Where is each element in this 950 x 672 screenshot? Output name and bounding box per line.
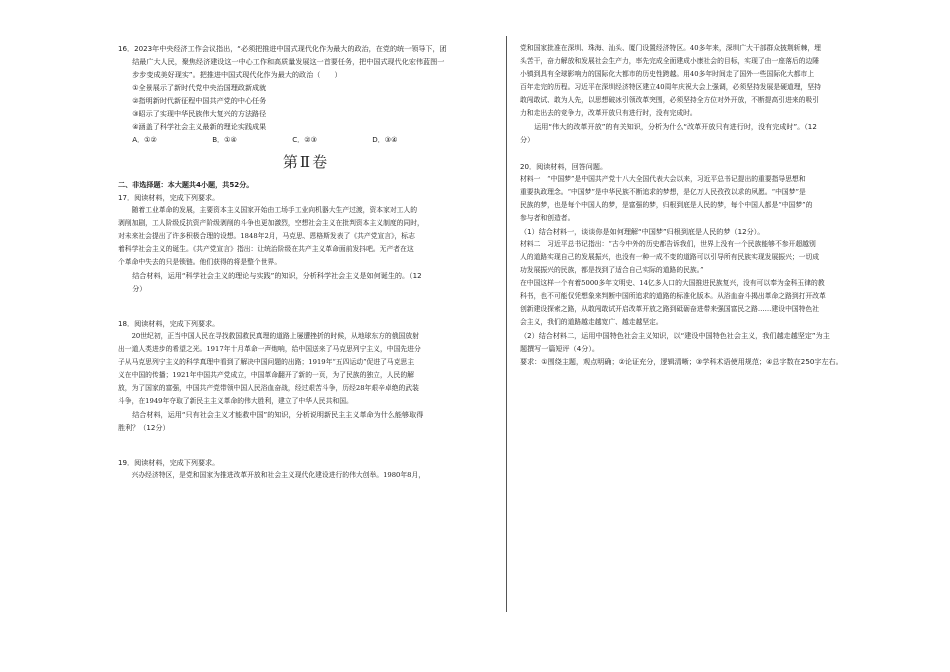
right-column	[520, 42, 910, 368]
option-a: A．①②	[132, 135, 157, 144]
option-d: D．③④	[372, 135, 398, 144]
question-19-continued	[520, 42, 910, 146]
left-column	[118, 42, 494, 482]
q16-stem-line: 步步变成美好现实”。把推进中国式现代化作为最大的政治（ ）	[132, 70, 342, 79]
q18-question: 结合材料，运用“只有社会主义才能救中国”的知识，分析说明新民主主义革命为什么能够取得	[132, 410, 424, 419]
option-c: C．②③	[292, 135, 317, 144]
q20-material2-line: 在中国这样一个有着5000多年文明史、14亿多人口的大国推进民族复兴，没有可以奉为金科玉律的教	[520, 279, 825, 287]
q20-material2-line: 会主义，我们的道路越走越宽广、越走越坚定。	[520, 318, 663, 326]
q16-item: ③昭示了实现中华民族伟大复兴的方法路径	[132, 109, 267, 118]
q19-material-line: 百年走完的历程。习近平在深圳经济特区建立40周年庆祝大会上强调，必须坚持发展是硬道理，坚持	[520, 83, 821, 91]
q19-material-line: 兴办经济特区，是党和国家为推进改革开放和社会主义现代化建设进行的伟大创举。1980年8月，	[131, 471, 426, 479]
q16-options	[118, 133, 452, 146]
question-18	[118, 317, 494, 434]
q16-item: ④涵盖了科学社会主义最新的理论实践成果	[132, 122, 267, 131]
q18-title: 18．阅读材料，完成下列要求。	[118, 319, 220, 328]
q17-material-line: 着科学社会主义的诞生。《共产党宣言》指出：让统治阶级在共产主义革命面前发抖吧。无产者在这	[118, 245, 414, 253]
q17-question: 分）	[132, 284, 147, 293]
q17-material-line: 个革命中失去的只是锁链。他们获得的将是整个世界。	[118, 258, 282, 266]
option-b: B．①④	[212, 135, 237, 144]
q20-subquestion-1: （1）结合材料一，谈谈你是如何理解“中国梦”归根到底是人民的梦（12分）。	[520, 227, 765, 236]
q18-material-line: 20世纪初，正当中国人民在寻找救国救民真理的道路上屡遭挫折的时候，从地球东方的俄国放射	[131, 332, 419, 340]
q19-material-line: 敢闯敢试、敢为人先，以思想破冰引领改革突围，必须坚持全方位对外开放，不断提高引进来的吸引	[520, 96, 820, 104]
q19-question: 运用“伟大的改革开放”的有关知识，分析为什么“改革开放只有进行时，没有完成时”。（12	[534, 122, 817, 131]
q20-material2-line: 人的道路实现自己的发展振兴，也没有一种一成不变的道路可以引导所有民族实现发展振兴；一切成	[520, 253, 820, 261]
section-heading: 二、非选择题：本大题共4小题，共52分。	[118, 180, 254, 189]
q19-material-line: 头苦干，奋力解放和发展社会生产力，率先完成全面建成小康社会的目标，实现了由一座落后的边陲	[520, 57, 820, 65]
question-17	[118, 191, 494, 295]
column-divider	[506, 36, 507, 612]
q16-item: ②指明新时代新征程中国共产党的中心任务	[132, 96, 267, 105]
q20-material1-line: 民族的梦，也是每个中国人的梦，是富强的梦，归根到底是人民的梦，每个中国人都是“中国梦”的	[520, 201, 813, 209]
q16-item: ①全景展示了新时代党中央治国理政新成就	[132, 83, 267, 92]
q18-material-line: 放，为了国家的富强，中国共产党带领中国人民浴血奋战，经过艰苦斗争，历经28年艰辛卓绝的武装	[118, 384, 419, 392]
section-title: 第Ⅱ卷	[282, 153, 330, 171]
question-16	[118, 42, 494, 146]
question-19	[118, 456, 494, 482]
question-20	[520, 160, 910, 368]
q19-material-line: 力和走出去的竞争力，改革开放只有进行时，没有完成时。	[520, 109, 697, 117]
q19-material-line: 小镇到具有全球影响力的国际化大都市的历史性跨越。用40多年时间走了国外一些国际化大都市上	[520, 70, 815, 78]
q18-material-line: 子从马克思列宁主义的科学真理中看到了解决中国问题的出路；1919年“五四运动”促进了马克思主	[118, 358, 415, 366]
q20-subquestion-2: 题撰写一篇短评（4分）。	[520, 344, 599, 353]
q17-material-line: 对未来社会提出了许多积极合理的设想。1848年2月，马克思、恩格斯发表了《共产党宣言》，标志	[118, 232, 415, 240]
q20-title: 20．阅读材料，回答问题。	[520, 162, 608, 171]
q17-material-line: 剥削加剧，工人阶级反抗资产阶级剥削的斗争也更加激烈，空想社会主义在批判资本主义制度的同时，	[118, 219, 424, 227]
q19-material-line: 党和国家批准在深圳、珠海、汕头、厦门设置经济特区。40多年来，深圳广大干部群众披荆斩棘，埋	[520, 44, 821, 52]
q19-question: 分）	[520, 135, 535, 144]
q20-material2-line: 科书，也不可能仅凭想象来判断中国所追求的道路的标准化版本。从浴血奋斗揭出革命之路到打开改革	[520, 292, 826, 300]
q20-material1-line: 材料一 “中国梦”是中国共产党十八大全国代表大会以来，习近平总书记提出的重要指导思想和	[520, 175, 806, 183]
q20-material2-line: 功发展振兴的民族，都是找到了适合自己实际的道路的民族。”	[520, 266, 704, 274]
q20-material2-line: 创新建设探索之路，从敢闯敢试开启改革开放之路到砥砺奋进带来强国富民之路……建设中国特色社	[520, 305, 820, 313]
q18-question: 胜利？（12分）	[118, 423, 170, 432]
q18-material-line: 斗争，在1949年夺取了新民主主义革命的伟大胜利，建立了中华人民共和国。	[118, 397, 353, 405]
q17-question: 结合材料，运用“科学社会主义的理论与实践”的知识，分析科学社会主义是如何诞生的。（12	[132, 271, 422, 280]
q20-material2-line: 材料二 习近平总书记指出：“古今中外的历史都告诉我们，世界上没有一个民族能够不参开超越别	[520, 240, 816, 248]
q20-material1-line: 参与者和创造者。	[520, 214, 575, 222]
q16-stem-line: 16．2023年中央经济工作会议指出，“必须把推进中国式现代化作为最大的政治，在党的统一领导下，团	[118, 44, 447, 53]
q20-requirements: 要求：①围绕主题，观点明确；②论证充分，逻辑清晰；③学科术语使用规范；④总字数在250字左右。	[520, 357, 843, 366]
q20-material1-line: 重要执政理念。“中国梦”是中华民族不断追求的梦想，是亿万人民孜孜以求的夙愿。“中国梦”是	[520, 188, 806, 196]
q17-material-line: 随着工业革命的发展，主要资本主义国家开始由工场手工业向机器大生产过渡，资本家对工人的	[131, 206, 418, 214]
q20-subquestion-2: （2）结合材料二，运用中国特色社会主义知识，以“建设中国特色社会主义，我们越走越坚定”为主	[520, 331, 830, 340]
q19-title: 19．阅读材料，完成下列要求。	[118, 458, 220, 467]
q18-material-line: 出一道人类进步的希望之光。1917年十月革命一声炮响，给中国送来了马克思列宁主义，中国先进分	[118, 345, 421, 353]
q17-title: 17．阅读材料，完成下列要求。	[118, 193, 220, 202]
q16-stem-line: 结最广大人民，聚焦经济建设这一中心工作和高质量发展这一首要任务，把中国式现代化宏伟蓝图一	[132, 57, 445, 66]
q18-material-line: 义在中国的传播；1921年中国共产党成立，中国革命翻开了新的一页，为了民族的独立，人民的解	[118, 371, 414, 379]
